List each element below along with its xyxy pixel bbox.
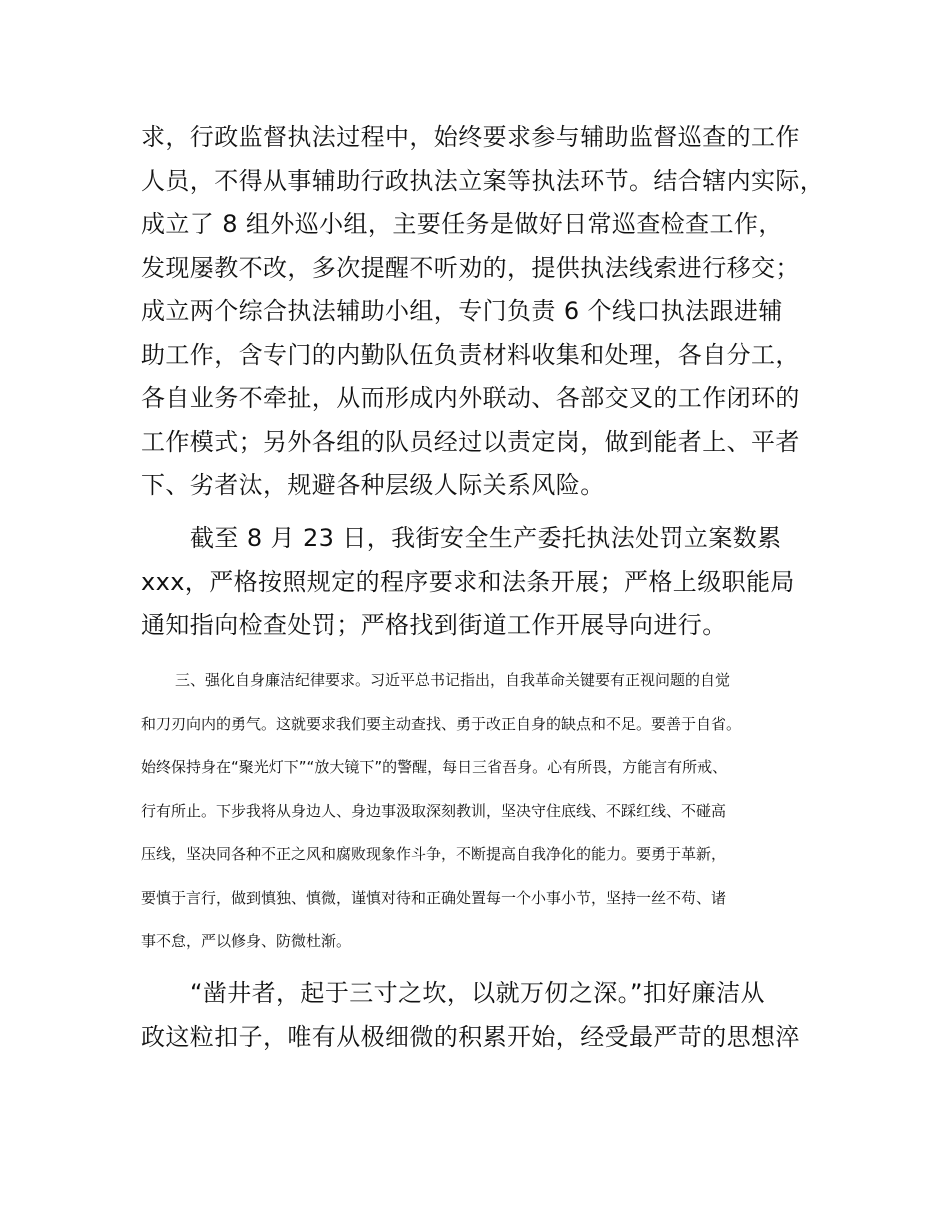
paragraph-work-arrangement [141,116,841,508]
text-line: 发现屡教不改，多次提醒不听劝的，提供执法线索进行移交； [141,253,800,282]
text-line: 政这粒扣子，唯有从极细微的积累开始，经受最严苛的思想淬 [141,1022,800,1051]
text-line: 成立两个综合执法辅助小组，专门负责 6 个线口执法跟进辅 [141,297,783,325]
text-line: 要慎于言行，做到慎独、慎微，谨慎对待和正确处置每一个小事小节，坚持一丝不苟、诸 [141,888,727,907]
text-line: 助工作，含专门的内勤队伍负责材料收集和处理，各自分工， [141,340,800,369]
text-line: 下、劣者汰，规避各种层级人际关系风险。 [141,471,605,499]
paragraph-case-statistics [141,517,841,648]
text-line: 事不怠，严以修身、防微杜渐。 [141,932,352,950]
text-line: 行有所止。下步我将从身边人、身边事汲取深刻教训，坚决守住底线、不踩红线、不碰高 [141,801,727,820]
text-line: 人员，不得从事辅助行政执法立案等执法环节。结合辖内实际， [141,166,825,195]
text-line: 通知指向检查处罚；严格找到街道工作开展导向进行。 [141,611,727,639]
paragraph-integrity-discipline [141,659,821,964]
text-line: 求，行政监督执法过程中，始终要求参与辅助监督巡查的工作 [141,123,800,151]
text-line: 工作模式；另外各组的队员经过以责定岗，做到能者上、平者 [141,427,800,456]
paragraph-quotation [141,972,841,1059]
text-line: “凿井者，起于三寸之坎，以就万仞之深。”扣好廉洁从 [190,979,765,1007]
text-line: 和刀刃向内的勇气。这就要求我们要主动查找、勇于改正自身的缺点和不足。要善于自省。 [141,714,742,733]
text-line: 压线，坚决同各种不正之风和腐败现象作斗争，不断提高自我净化的能力。要勇于革新， [141,845,727,863]
text-line: 截至 8 月 23 日，我街安全生产委托执法处罚立案数累 [190,524,782,552]
text-line: 三、强化自身廉洁纪律要求。习近平总书记指出，自我革命关键要有正视问题的自觉 [175,671,731,689]
text-line: 各自业务不牵扯，从而形成内外联动、各部交叉的工作闭环的 [141,384,800,412]
text-line: xxx，严格按照规定的程序要求和法条开展；严格上级职能局 [141,567,795,596]
text-line: 始终保持身在“聚光灯下”“放大镜下”的警醒，每日三省吾身。心有所畏，方能言有所戒、 [141,758,728,776]
text-line: 成立了 8 组外巡小组，主要任务是做好日常巡查检查工作， [141,210,783,238]
